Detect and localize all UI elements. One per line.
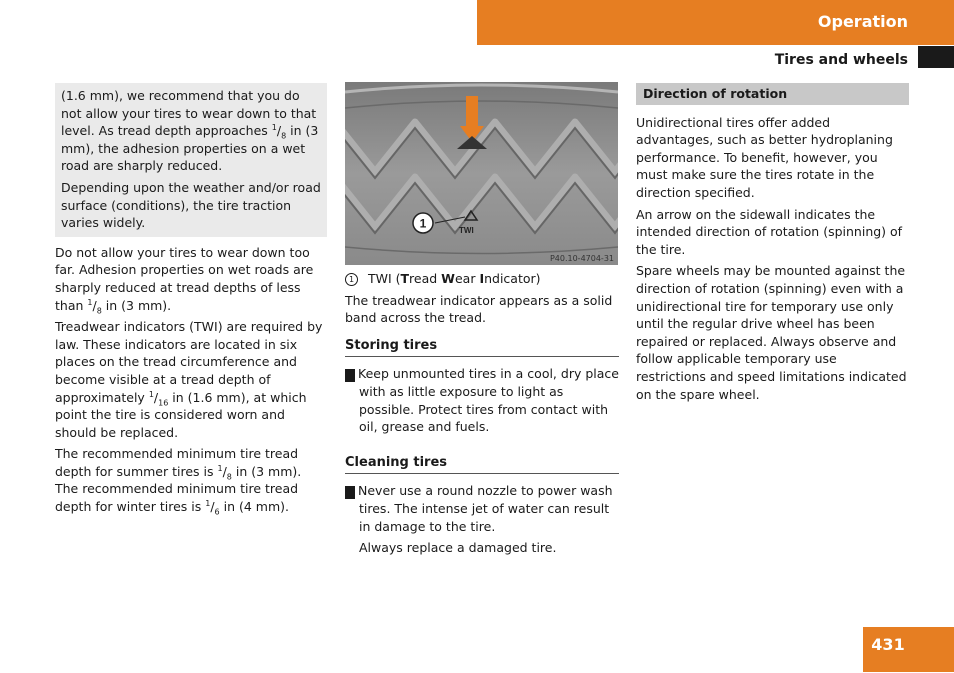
tread-illustration: [345, 82, 618, 265]
warning-icon: !: [345, 369, 355, 382]
body-paragraph: The treadwear indicator appears as a solid band across the tread.: [345, 292, 613, 326]
body-paragraph: Treadwear indicators (TWI) are required by law. These indicators are located in six places on the tread circumference and become visible at a tread depth of approximately $^1/_{16}$ in (1.6 mm), at which point the tire is considered worn and should be replaced.: [55, 319, 323, 440]
twi-label: TWI: [459, 226, 474, 235]
warning-paragraph: ! Keep unmounted tires in a cool, dry place with as little exposure to light as possible. Protect tires from contact with oil, grease and fuels.: [340, 366, 619, 435]
column-middle: [340, 270, 619, 561]
body-paragraph: Do not allow your tires to wear down too far. Adhesion properties on wet roads are sharply reduced at tread depths of less than $^1/_8$ in (3 mm).: [55, 244, 314, 316]
legend-number-icon: 1: [345, 273, 358, 286]
body-paragraph: An arrow on the sidewall indicates the intended direction of rotation (spinning) of the tire.: [636, 206, 903, 257]
warning-paragraph: ! Never use a round nozzle to power wash tires. The intense jet of water can result in damage to the tire.: [340, 483, 613, 534]
figure-legend: 1 TWI (Tread Wear Indicator): [345, 270, 619, 288]
section-tab-marker: [918, 46, 954, 68]
warning-icon: !: [345, 486, 355, 499]
figure-code: P40.10-4704-31: [549, 254, 614, 263]
section-title: Operation: [817, 12, 908, 31]
page-number: 431: [871, 635, 905, 654]
subsection-title: Tires and wheels: [774, 52, 908, 68]
note-box: [55, 83, 327, 237]
cleaning-tires-heading: Cleaning tires: [345, 454, 619, 475]
tire-tread-figure: [345, 82, 618, 265]
storing-tires-heading: Storing tires: [345, 337, 619, 358]
column-left: [55, 83, 327, 520]
body-paragraph: The recommended minimum tire tread depth for summer tires is $^1/_8$ in (3 mm). The recommended minimum tire tread depth for winter tires is $^1/_6$ in (4 mm).: [55, 446, 302, 517]
body-paragraph: Unidirectional tires offer added advantages, such as better hydroplaning performance. To benefit, however, you must make sure the tires rotate in the direction specified.: [636, 114, 893, 200]
callout-number: 1: [419, 216, 427, 231]
body-paragraph: Spare wheels may be mounted against the direction of rotation (spinning) even with a unidirectional tire for temporary use only until the regular drive wheel has been repaired or replaced. Always observe and follow applicable temporary use restrictions and speed limitations indicated on the spare wheel.: [636, 263, 907, 402]
column-right: [636, 83, 909, 407]
note-paragraph: Depending upon the weather and/or road surface (conditions), the tire traction varies widely.: [61, 179, 321, 231]
body-paragraph: Always replace a damaged tire.: [359, 540, 557, 556]
note-paragraph: (1.6 mm), we recommend that you do not allow your tires to wear down to that level. As tread depth approaches $^1/_8$ in (3 mm), the adhesion properties on a wet road are sharply reduced.: [61, 88, 319, 174]
direction-of-rotation-heading: Direction of rotation: [636, 83, 909, 105]
